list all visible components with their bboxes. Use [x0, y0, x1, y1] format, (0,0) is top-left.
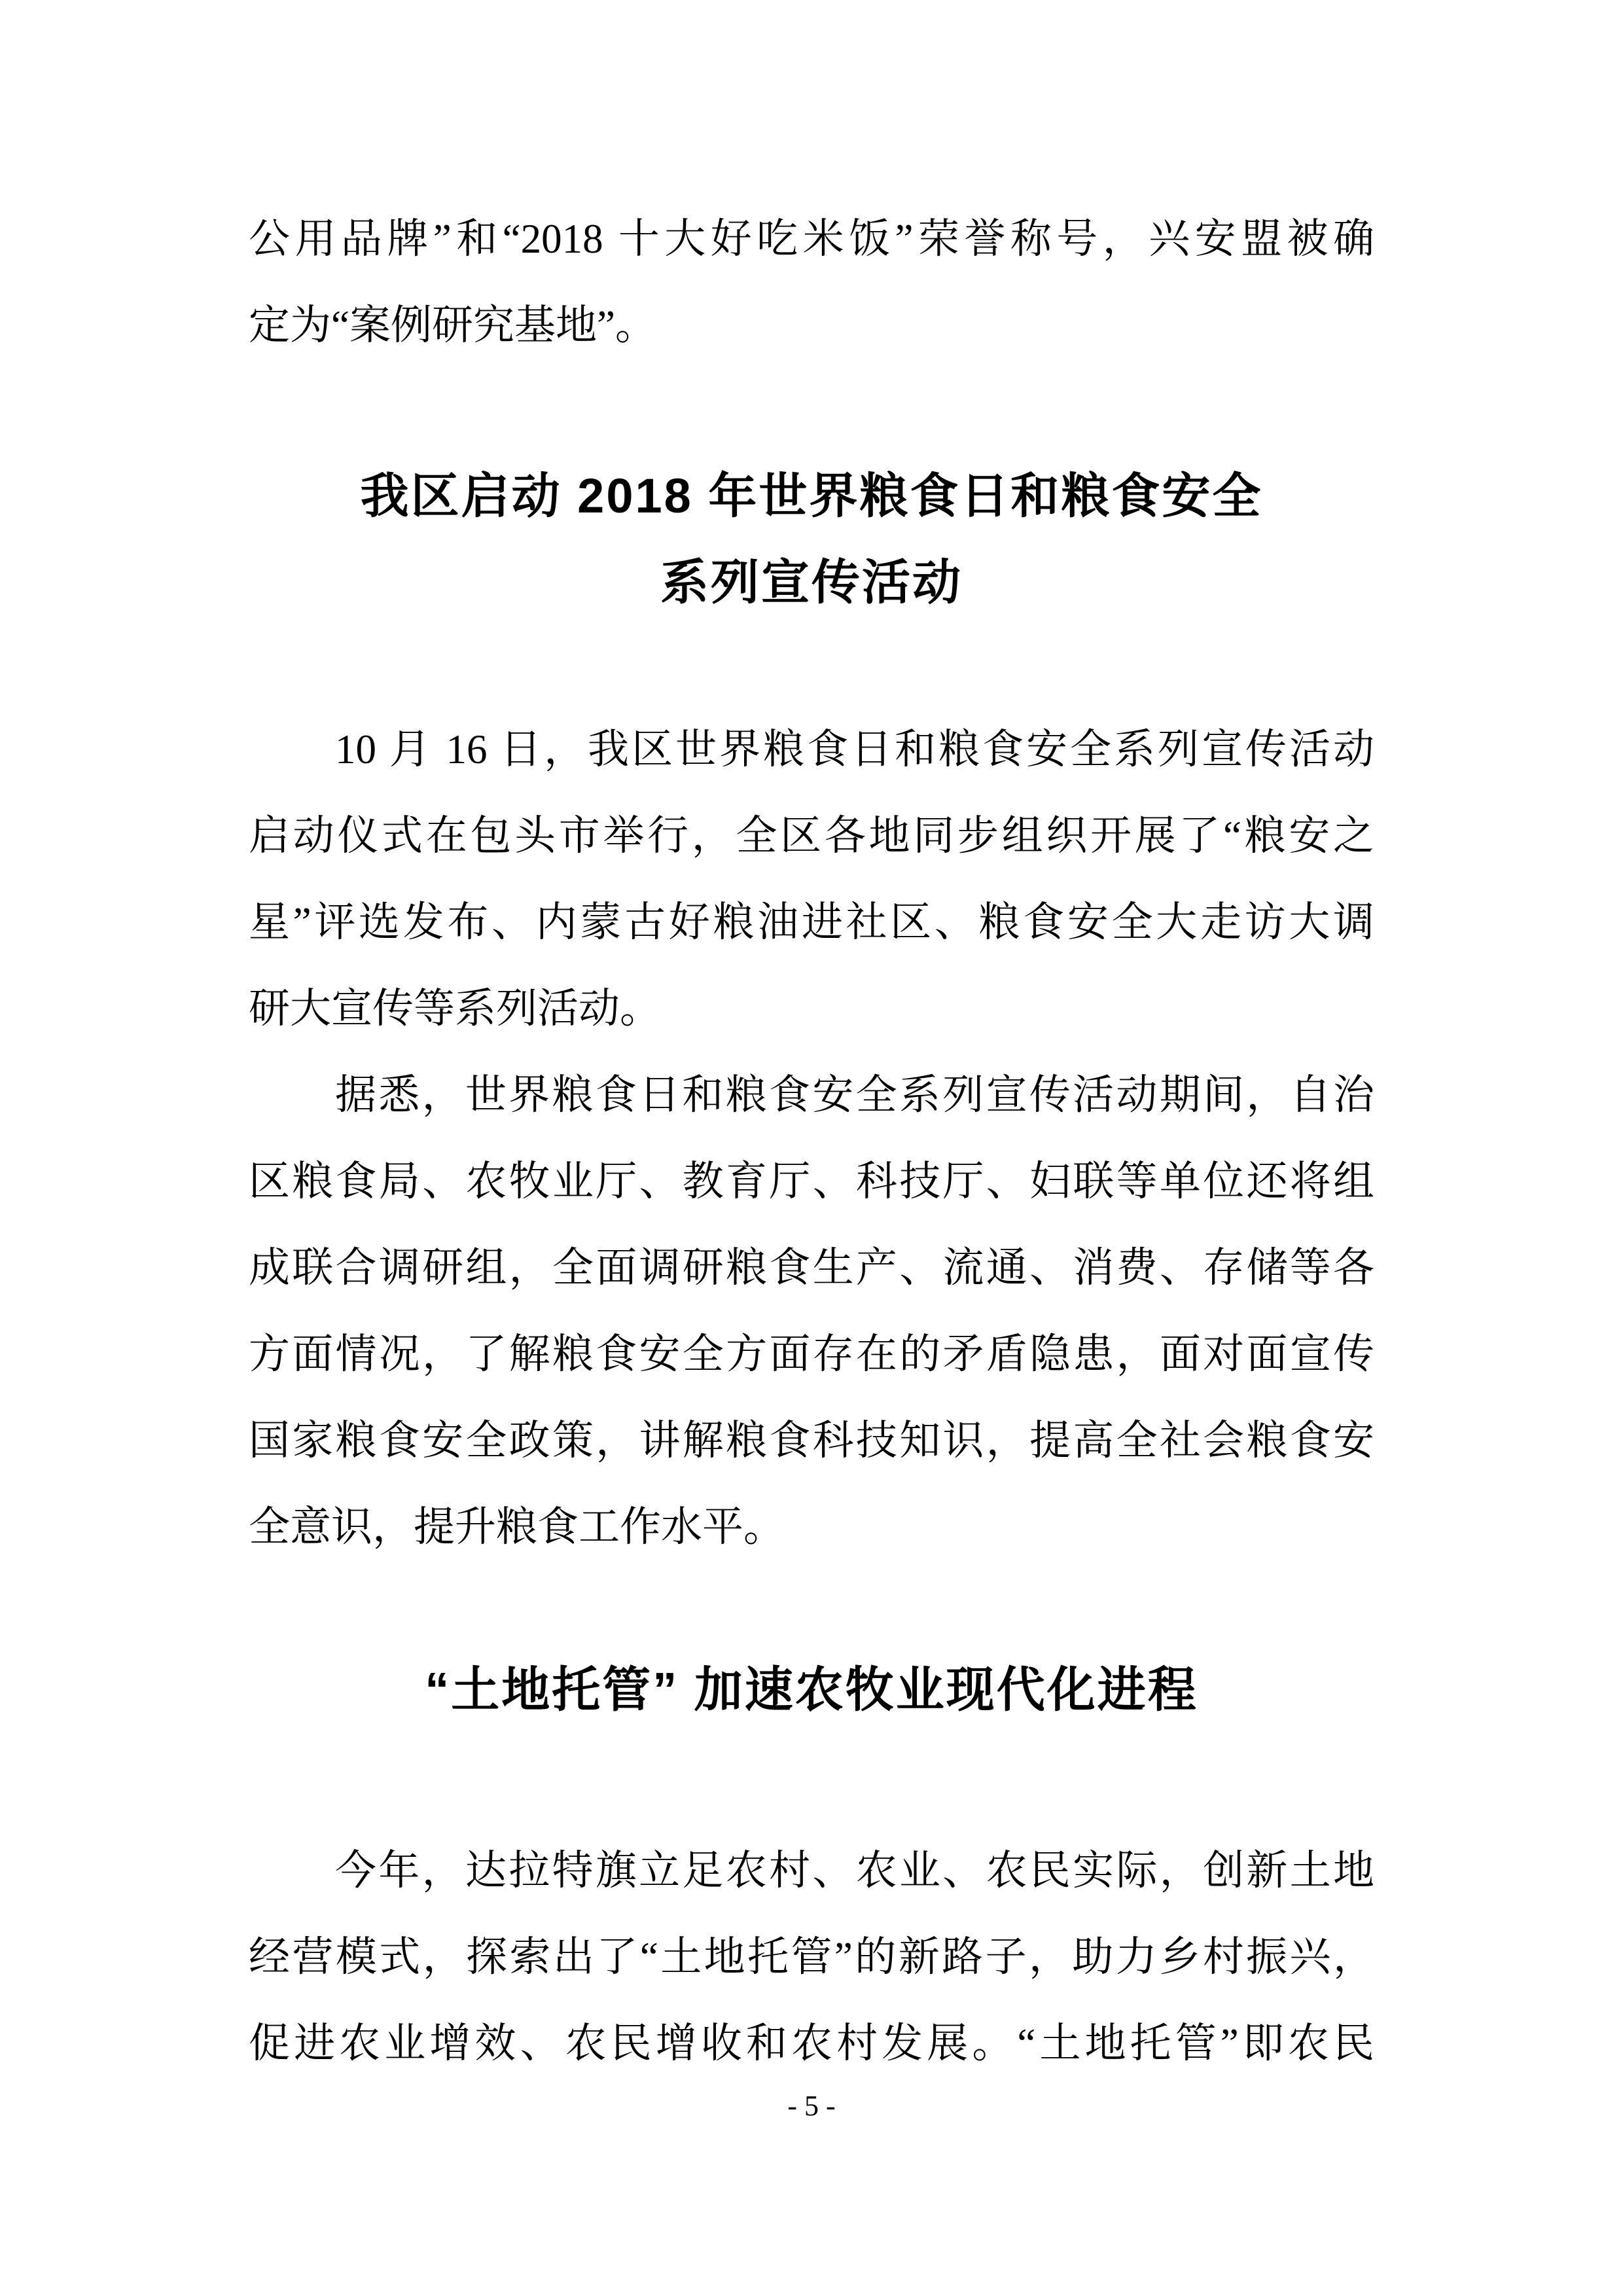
text-line: 研大宣传等系列活动。	[249, 986, 661, 1031]
article2-title	[249, 1647, 1374, 1733]
article1-paragraph1	[249, 706, 1374, 1052]
text-line: 区粮食局、农牧业厅、教育厅、科技厅、妇联等单位还将组	[249, 1158, 1374, 1204]
text-line: 成联合调研组，全面调研粮食生产、流通、消费、存储等各	[249, 1245, 1374, 1291]
text-line: 定为“案例研究基地”。	[249, 302, 656, 348]
article2-paragraph1	[249, 1827, 1374, 2087]
text-line: 据悉，世界粮食日和粮食安全系列宣传活动期间，自治	[335, 1072, 1374, 1118]
text-line: 启动仪式在包头市举行，全区各地同步组织开展了“粮安之	[249, 813, 1374, 859]
text-line: 星”评选发布、内蒙古好粮油进社区、粮食安全大走访大调	[249, 899, 1374, 945]
text-line: 全意识，提升粮食工作水平。	[249, 1504, 785, 1550]
text-line: 今年，达拉特旗立足农村、农业、农民实际，创新土地	[335, 1848, 1374, 1893]
article2-title-line: “土地托管” 加速农牧业现代化进程	[425, 1662, 1198, 1717]
text-line: 10 月 16 日，我区世界粮食日和粮食安全系列宣传活动	[335, 726, 1374, 772]
article1-title-line: 我区启动 2018 年世界粮食日和粮食安全	[360, 469, 1263, 523]
text-line: 国家粮食安全政策，讲解粮食科技知识，提高全社会粮食安	[249, 1418, 1374, 1463]
text-line: 公用品牌”和“2018 十大好吃米饭”荣誉称号，兴安盟被确	[249, 216, 1374, 262]
article1-title-line: 系列宣传活动	[660, 555, 963, 609]
text-line: 经营模式，探索出了“土地托管”的新路子，助力乡村振兴，	[249, 1934, 1374, 1980]
text-line: 方面情况，了解粮食安全方面存在的矛盾隐患，面对面宣传	[249, 1331, 1374, 1377]
page-number: - 5 -	[787, 2090, 836, 2122]
article1-title	[249, 453, 1374, 626]
text-line: 促进农业增效、农民增收和农村发展。“土地托管”即农民	[249, 2020, 1374, 2066]
continued-paragraph	[249, 196, 1374, 368]
article1-paragraph2	[249, 1052, 1374, 1570]
